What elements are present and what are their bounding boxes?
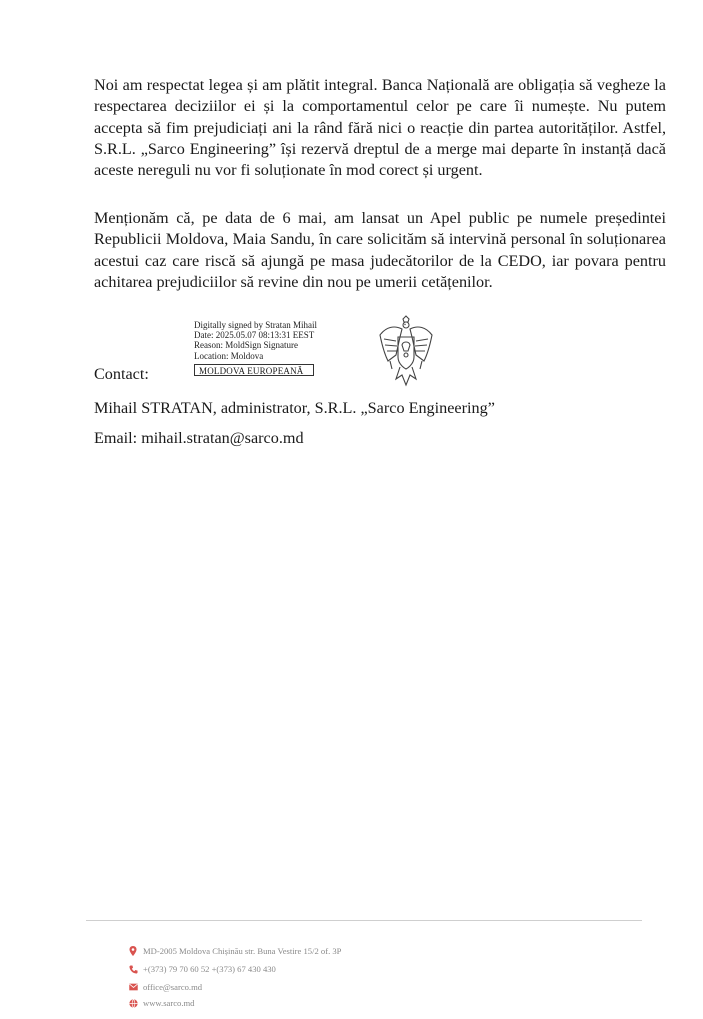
- footer-address: [128, 944, 341, 958]
- footer-website-link[interactable]: www.sarco.md: [143, 998, 195, 1008]
- contact-person: Mihail STRATAN, administrator, S.R.L. „Sarco Engineering”: [94, 399, 495, 417]
- footer-phone: [128, 962, 276, 976]
- globe-icon: [128, 998, 138, 1008]
- footer-address-text: MD-2005 Moldova Chișinău str. Buna Vestire 15/2 of. 3P: [143, 946, 342, 956]
- envelope-icon: [128, 982, 138, 992]
- signature-signed-by: Digitally signed by Stratan Mihail: [194, 320, 317, 330]
- footer-divider: [86, 920, 642, 921]
- body-paragraph-2: Menționăm că, pe data de 6 mai, am lansat un Apel public pe numele președintei Republicii Moldova, Maia Sandu, în care solicităm să intervină personal în soluționarea acestui caz care riscă să ajungă pe masa judecătorilor de la CEDO, iar povara pentru achitarea prejudiciilor să revine din nou pe umerii cetățenilor.: [94, 209, 666, 291]
- contact-email: Email: mihail.stratan@sarco.md: [94, 429, 304, 447]
- footer-phone-text: +(373) 79 70 60 52 +(373) 67 430 430: [143, 964, 276, 974]
- phone-icon: [128, 964, 138, 974]
- footer-email[interactable]: [128, 980, 202, 994]
- signature-date: Date: 2025.05.07 08:13:31 EEST: [194, 330, 315, 341]
- moldova-coat-of-arms-icon: [376, 315, 436, 387]
- signature-location: Location: Moldova: [194, 350, 264, 361]
- footer-email-link[interactable]: office@sarco.md: [143, 982, 203, 992]
- location-pin-icon: [128, 946, 138, 956]
- signature-reason: Reason: MoldSign Signature: [194, 340, 298, 351]
- signature-badge: MOLDOVA EUROPEANĂ: [194, 364, 314, 376]
- contact-label: Contact:: [94, 365, 149, 383]
- footer-website[interactable]: [128, 996, 194, 1010]
- body-paragraph-1: Noi am respectat legea și am plătit integral. Banca Națională are obligația să vegheze la respectarea deciziilor ei și la comportamentul celor pe care îi numește. Nu putem accepta să fim prejudiciați ani la rând fără nici o reacție din partea autorităților. Astfel, S.R.L. „Sarco Engineering” își rezervă dreptul de a merge mai departe în instanță dacă aceste nereguli nu vor fi soluționate în mod corect și urgent.: [94, 76, 666, 180]
